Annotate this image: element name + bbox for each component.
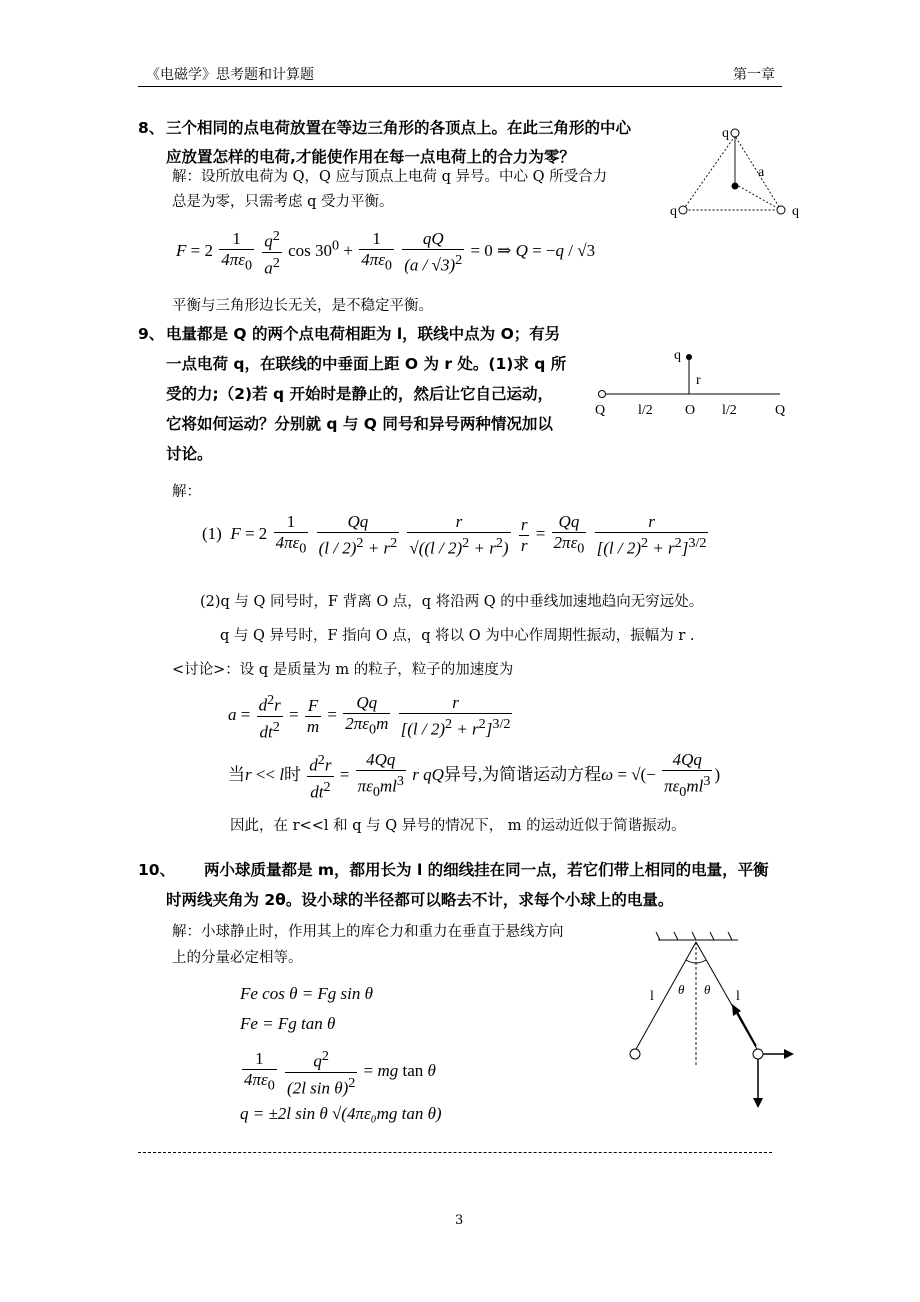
problem-8-line-1: 三个相同的点电荷放置在等边三角形的各顶点上。在此三角形的中心 — [166, 119, 632, 137]
problem-10-number: 10、 — [138, 861, 176, 879]
fig9-label-r: r — [696, 373, 701, 388]
problem-10-line-1: 两小球质量都是 m，都用长为 l 的细线挂在同一点，若它们带上相同的电量，平衡 — [204, 861, 769, 879]
fig9-label-Q-left: Q — [595, 403, 606, 418]
pendulum-figure — [620, 928, 810, 1118]
fig8-label-right: q — [792, 204, 799, 219]
problem-9-line-2: 一点电荷 q，在联线的中垂面上距 O 为 r 处。(1)求 q 所 — [166, 355, 567, 373]
fig9-label-Q-right: Q — [775, 403, 786, 418]
fig9-label-O: O — [685, 403, 696, 418]
fig8-label-top: q — [722, 126, 729, 141]
header-title: 《电磁学》思考题和计算题 — [146, 67, 314, 83]
problem-10-line-2: 时两线夹角为 2θ。设小球的半径都可以略去不计，求每个小球上的电量。 — [166, 891, 674, 909]
problem-9-line-3: 受的力;（2)若 q 开始时是静止的，然后让它自己运动， — [166, 385, 553, 403]
problem-10-equation-1: Fe cos θ = Fg sin θ — [240, 984, 373, 1003]
problem-9-equation-2: a = $\frac{d^2r}{dt^2}$ = $\frac{F}{m}$ = $\frac{Qq}{2\pi\varepsilon_0m}$ $\frac{r}{[(l / 2)^2 + r^2]^{3/2}}$ — [228, 692, 511, 742]
page-number: 3 — [455, 1213, 464, 1228]
dashed-separator — [138, 1152, 772, 1153]
problem-9-equation-3: 当r << l时 $\frac{d^2r}{dt^2}$ = $\frac{4Qq}{\pi\varepsilon_0ml^3}$ r qQ异号,为简谐运动方程ω = √(− $\frac{4Qq}{\pi\varepsilon_0ml^3}$ ) — [228, 750, 721, 802]
problem-9-equation-1: (1) F = 2 $\frac{1}{4\pi\varepsilon_0}$ $\frac{Qq}{(l / 2)^2 + r^2}$ $\frac{r}{√((l / 2)^2 + r^2)}$ $\frac{r}{r}$ = $\frac{Qq}{2\pi\varepsilon_0}$ $\frac{r}{[(l / 2)^2 + r^2]^{3/2}}$ — [202, 512, 707, 558]
problem-8-equation: F = 2 $\frac{1}{4\pi\varepsilon_0}$ $\frac{q^2}{a^2}$ $\cos 30^0$ + $\frac{1}{4\pi\varepsilon_0}$ $\frac{qQ}{(a / √3)^2}$ = 0 ⇒ Q = −q / √3 — [176, 228, 596, 278]
problem-8-conclusion: 平衡与三角形边长无关，是不稳定平衡。 — [172, 298, 433, 314]
fig10-label-l-right: l — [736, 989, 740, 1004]
problem-10-equation-4: q = ±2l sin θ √(4πε₀mg tan θ) — [240, 1104, 442, 1123]
fig9-label-q: q — [674, 348, 681, 363]
problem-9-line-4: 它将如何运动？分别就 q 与 Q 同号和异号两种情况加以 — [166, 415, 553, 433]
problem-10-equation-2: Fe = Fg tan θ — [240, 1014, 336, 1033]
fig8-label-left: q — [670, 204, 677, 219]
problem-8-line-2: 应放置怎样的电荷,才能使作用在每一点电荷上的合力为零？ — [166, 148, 575, 166]
problem-9-discussion: <讨论>：设 q 是质量为 m 的粒子，粒子的加速度为 — [172, 662, 514, 678]
problem-10-equation-3: $\frac{1}{4\pi\varepsilon_0}$ $\frac{q^2}{(2l \sin \theta)^2}$ = mg tan θ — [244, 1048, 436, 1098]
problem-9-part2-same-sign: (2)q 与 Q 同号时，F 背离 O 点，q 将沿两 Q 的中垂线加速地趋向无穷远处。 — [200, 594, 704, 610]
problem-8-solution-2: 总是为零，只需考虑 q 受力平衡。 — [172, 194, 394, 210]
header-chapter: 第一章 — [733, 67, 775, 83]
fig10-label-l-left: l — [650, 989, 654, 1004]
fig8-label-a: a — [758, 165, 765, 180]
fig10-label-theta-left: θ — [678, 982, 685, 997]
problem-9-line-5: 讨论。 — [166, 445, 213, 463]
problem-9-solution-label: 解： — [172, 484, 201, 500]
fig10-label-theta-right: θ — [704, 982, 711, 997]
fig9-label-half-right: l/2 — [722, 403, 737, 418]
problem-9-number: 9、 — [138, 325, 165, 343]
problem-9-line-1: 电量都是 Q 的两个点电荷相距为 l，联线中点为 O；有另 — [166, 325, 561, 343]
problem-10-solution-1: 解：小球静止时，作用其上的库仑力和重力在垂直于悬线方向 — [172, 924, 564, 940]
charge-line-figure — [590, 342, 800, 422]
problem-9-part2-opposite-sign: q 与 Q 异号时，F 指向 O 点，q 将以 O 为中心作周期性振动，振幅为 r . — [220, 628, 695, 644]
fig9-label-half-left: l/2 — [638, 403, 653, 418]
problem-8-number: 8、 — [138, 119, 165, 137]
problem-8-solution-1: 解：设所放电荷为 Q，Q 应与顶点上电荷 q 异号。中心 Q 所受合力 — [172, 169, 608, 185]
header-rule — [138, 86, 782, 87]
problem-10-solution-2: 上的分量必定相等。 — [172, 950, 303, 966]
problem-9-conclusion: 因此，在 r<<l 和 q 与 Q 异号的情况下， m 的运动近似于简谐振动。 — [230, 818, 686, 834]
triangle-charge-figure — [660, 118, 810, 228]
